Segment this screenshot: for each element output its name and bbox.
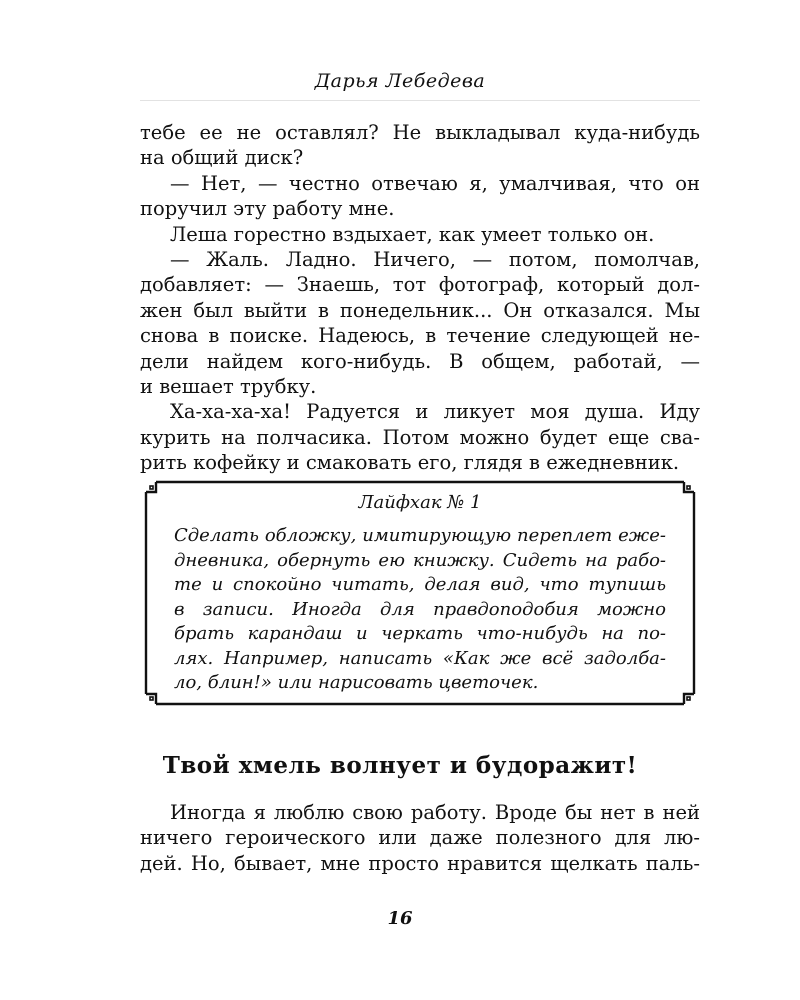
paragraph (140, 247, 700, 399)
text-line: снова в поиске. Надеюсь, в течение следующей не- (140, 324, 700, 348)
text-line: в записи. Иногда для правдоподобия можно (174, 598, 666, 620)
text-line: Ха-ха-ха-ха! Радуется и ликует моя душа. Иду (170, 400, 700, 424)
text-line: — Нет, — честно отвечаю я, умалчивая, что он (170, 171, 700, 195)
text-line: жен был выйти в понедельник... Он отказался. Мы (140, 298, 700, 322)
paragraph (140, 800, 700, 876)
text-line: ничего героического или даже полезного для лю- (140, 826, 700, 850)
paragraph (140, 171, 700, 222)
text-line: Леша горестно вздыхает, как умеет только он. (170, 222, 655, 246)
text-line: брать карандаш и черкать что-нибудь на по- (174, 623, 666, 644)
text-line: дневника, обернуть ею книжку. Сидеть на рабо- (174, 549, 666, 571)
header-rule (140, 100, 700, 101)
text-line: лях. Например, написать «Как же всё задолба- (174, 647, 666, 669)
section-heading: Твой хмель волнует и будоражит! (162, 752, 638, 779)
lifehack-box (144, 480, 696, 706)
running-header: Дарья Лебедева (314, 70, 486, 92)
top-text-block (140, 120, 700, 476)
text-line: поручил эту работу мне. (140, 197, 395, 221)
lifehack-title: Лайфхак № 1 (358, 492, 482, 513)
text-line: Иногда я люблю свою работу. Вроде бы нет в ней (170, 801, 700, 824)
text-line: ло, блин!» или нарисовать цветочек. (174, 672, 539, 693)
paragraph (140, 120, 700, 171)
page-number: 16 (387, 908, 413, 929)
text-line: дей. Но, бывает, мне просто нравится щелкать паль- (140, 851, 700, 875)
text-line: добавляет: — Знаешь, тот фотограф, который дол- (140, 273, 700, 297)
text-line: — Жаль. Ладно. Ничего, — потом, помолчав, (170, 248, 700, 272)
lifehack-text (174, 524, 666, 696)
text-line: тебе ее не оставлял? Не выкладывал куда-нибудь (140, 121, 700, 144)
paragraph (140, 399, 700, 475)
text-line: курить на полчасика. Потом можно будет еще сва- (140, 425, 700, 449)
text-line: и вешает трубку. (140, 375, 317, 399)
text-line: рить кофейку и смаковать его, глядя в ежедневник. (140, 451, 680, 475)
text-line: на общий диск? (140, 146, 304, 170)
text-line: Сделать обложку, имитирующую переплет еже- (174, 525, 666, 546)
paragraph (140, 222, 700, 247)
text-line: дели найдем кого-нибудь. В общем, работай, — (140, 349, 700, 373)
text-line: те и спокойно читать, делая вид, что тупишь (174, 574, 666, 595)
bottom-text-block (140, 800, 700, 876)
